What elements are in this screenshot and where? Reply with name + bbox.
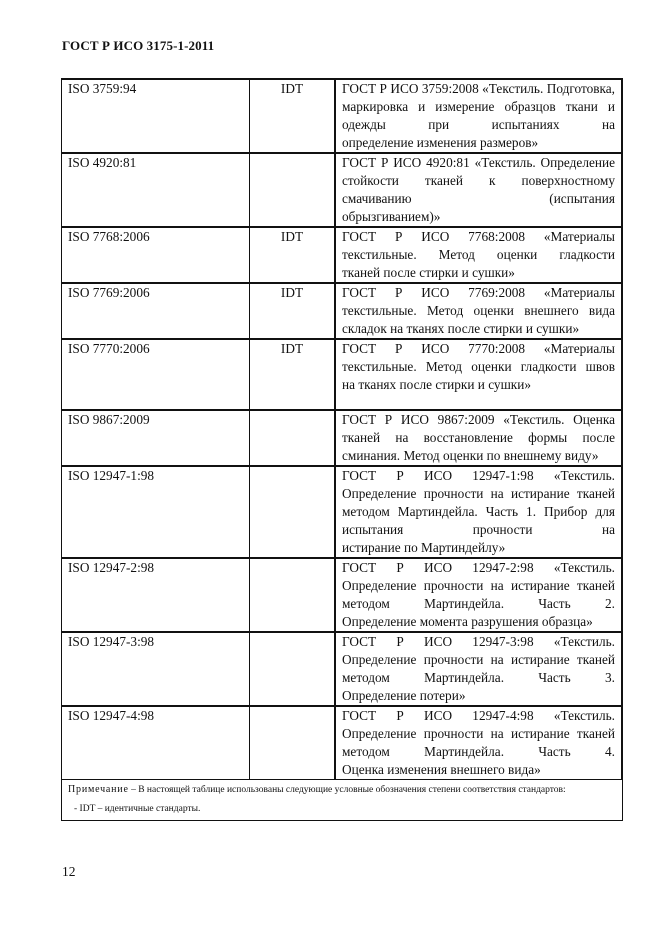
gost-standard-cell: [335, 79, 622, 153]
table-row: [62, 558, 623, 632]
degree-cell: [250, 632, 336, 706]
degree-cell: [250, 153, 336, 227]
gost-standard-cell: [335, 706, 622, 780]
gost-standard-cell: [335, 339, 622, 410]
gost-text-last-line: сминания. Метод оценки по внешнему виду»: [342, 448, 599, 463]
table-note-row: [62, 780, 623, 821]
iso-standard-cell: ISO 12947-2:98: [62, 558, 250, 632]
gost-text: ГОСТ Р ИСО 7768:2008 «Материалы текстильные. Метод оценки гладкости: [342, 229, 615, 262]
table-row: [62, 632, 623, 706]
degree-cell: [250, 410, 336, 466]
gost-standard-cell: [335, 632, 622, 706]
gost-text: ГОСТ Р ИСО 7770:2008 «Материалы текстильные. Метод оценки гладкости швов: [342, 341, 615, 374]
iso-standard-cell: ISO 12947-1:98: [62, 466, 250, 558]
gost-text: ГОСТ Р ИСО 9867:2009 «Текстиль. Оценка тканей на восстановление формы после: [342, 412, 615, 445]
gost-text-last-line: на тканях после стирки и сушки»: [342, 377, 532, 392]
gost-text: ГОСТ Р ИСО 4920:81 «Текстиль. Определение стойкости тканей к поверхностному смачиванию (испытания: [342, 155, 615, 206]
table-row: [62, 410, 623, 466]
degree-cell: IDT: [250, 283, 336, 339]
degree-cell: IDT: [250, 79, 336, 153]
table-row: [62, 227, 623, 283]
degree-cell: [250, 558, 336, 632]
degree-cell: IDT: [250, 227, 336, 283]
gost-text: ГОСТ Р ИСО 12947-2:98 «Текстиль. Определение прочности на истирание тканей методом Мартиндейла. Часть 2.: [342, 560, 615, 611]
note-text: – В настоящей таблице использованы следующие условные обозначения степени соответствия стандартов:: [128, 785, 566, 795]
iso-standard-cell: ISO 9867:2009: [62, 410, 250, 466]
note-item: - IDT – идентичные стандарты.: [74, 804, 201, 814]
iso-standard-cell: ISO 12947-3:98: [62, 632, 250, 706]
iso-standard-cell: ISO 7768:2006: [62, 227, 250, 283]
gost-text-last-line: складок на тканях после стирки и сушки»: [342, 321, 580, 336]
note-label: Примечание: [68, 784, 129, 795]
table-row: [62, 706, 623, 780]
gost-standard-cell: [335, 410, 622, 466]
table-row: [62, 153, 623, 227]
table-row: [62, 466, 623, 558]
gost-standard-cell: [335, 153, 622, 227]
gost-text-last-line: тканей после стирки и сушки»: [342, 265, 515, 280]
gost-text: ГОСТ Р ИСО 12947-1:98 «Текстиль. Определение прочности на истирание тканей методом Мартиндейла. Часть 1. Прибор для испытания прочности на: [342, 468, 615, 537]
gost-standard-cell: [335, 558, 622, 632]
gost-standard-cell: [335, 227, 622, 283]
iso-standard-cell: ISO 7769:2006: [62, 283, 250, 339]
gost-text: ГОСТ Р ИСО 12947-4:98 «Текстиль. Определение прочности на истирание тканей методом Мартиндейла. Часть 4.: [342, 708, 615, 759]
table-row: [62, 339, 623, 410]
gost-text-last-line: Оценка изменения внешнего вида»: [342, 762, 541, 777]
gost-text: ГОСТ Р ИСО 3759:2008 «Текстиль. Подготовка, маркировка и измерение образцов ткани и одежды при испытаниях на: [342, 81, 615, 132]
degree-cell: [250, 466, 336, 558]
table-note: [62, 780, 623, 821]
iso-standard-cell: ISO 7770:2006: [62, 339, 250, 410]
gost-standard-cell: [335, 466, 622, 558]
iso-standard-cell: ISO 3759:94: [62, 79, 250, 153]
iso-standard-cell: ISO 12947-4:98: [62, 706, 250, 780]
page-number: 12: [62, 864, 76, 879]
degree-cell: IDT: [250, 339, 336, 410]
gost-text: ГОСТ Р ИСО 12947-3:98 «Текстиль. Определение прочности на истирание тканей методом Мартиндейла. Часть 3.: [342, 634, 615, 685]
gost-text-last-line: истирание по Мартиндейлу»: [342, 540, 506, 555]
gost-text-last-line: Определение момента разрушения образца»: [342, 614, 593, 629]
gost-text: ГОСТ Р ИСО 7769:2008 «Материалы текстильные. Метод оценки внешнего вида: [342, 285, 615, 318]
degree-cell: [250, 706, 336, 780]
gost-text-last-line: Определение потери»: [342, 688, 466, 703]
gost-standard-cell: [335, 283, 622, 339]
gost-text-last-line: обрызгиванием)»: [342, 209, 441, 224]
iso-standard-cell: ISO 4920:81: [62, 153, 250, 227]
table-row: [62, 283, 623, 339]
document-header: ГОСТ Р ИСО 3175-1-2011: [62, 38, 215, 53]
correspondence-table: [61, 78, 623, 821]
gost-text-last-line: определение изменения размеров»: [342, 135, 539, 150]
table-row: [62, 79, 623, 153]
